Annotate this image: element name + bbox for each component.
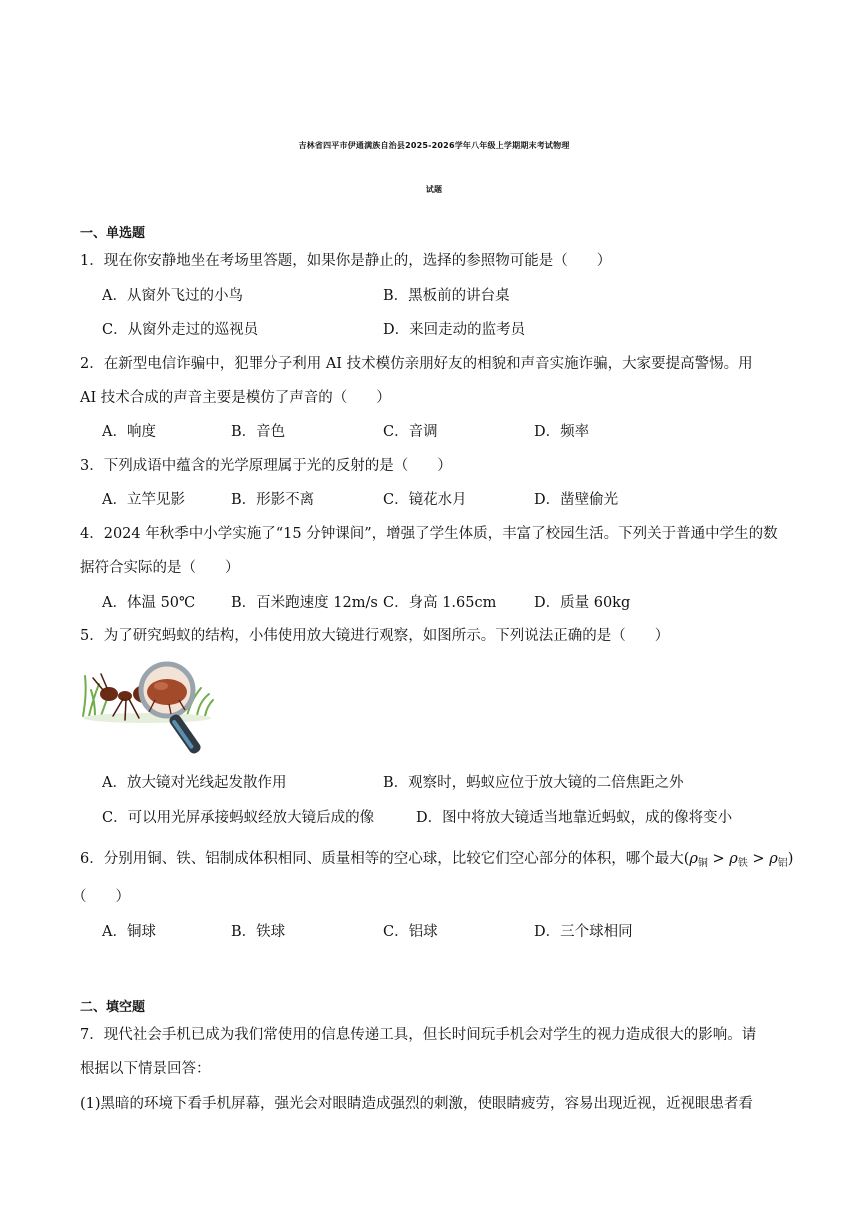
question-3-option-a: A．立竿见影 bbox=[102, 492, 185, 508]
question-5-option-c: C．可以用光屏承接蚂蚁经放大镜后成的像 bbox=[102, 810, 375, 826]
rho-symbol: ρ bbox=[729, 851, 738, 867]
question-5-option-b: B．观察时，蚂蚁应位于放大镜的二倍焦距之外 bbox=[383, 775, 684, 791]
subscript-copper: 铜 bbox=[697, 858, 708, 869]
ant-magnifier-figure bbox=[79, 654, 215, 761]
closing-parenthesis: ) bbox=[787, 851, 794, 867]
question-1-option-b: B．黑板前的讲台桌 bbox=[383, 288, 510, 304]
question-1-option-a: A．从窗外飞过的小鸟 bbox=[102, 288, 243, 304]
question-7-part1: (1)黑暗的环境下看手机屏幕，强光会对眼睛造成强烈的刺激，使眼睛疲劳，容易出现近视，近视眼患者看 bbox=[80, 1096, 754, 1112]
question-4-option-a: A．体温 50℃ bbox=[102, 595, 196, 611]
question-5-option-a: A．放大镜对光线起发散作用 bbox=[102, 775, 287, 791]
exam-title-line2: 试题 bbox=[425, 185, 443, 194]
greater-than-sign: > bbox=[747, 851, 770, 867]
subscript-iron: 铁 bbox=[737, 858, 748, 869]
question-2-option-d: D．频率 bbox=[534, 424, 590, 440]
exam-title-line1: 吉林省四平市伊通满族自治县2025-2026学年八年级上学期期末考试物理 bbox=[298, 141, 570, 150]
question-5-stem: 5．为了研究蚂蚁的结构，小伟使用放大镜进行观察，如图所示。下列说法正确的是（ ） bbox=[80, 628, 670, 644]
rho-symbol: ρ bbox=[689, 851, 698, 867]
question-7-line2: 根据以下情景回答： bbox=[80, 1061, 211, 1077]
question-6-stem-text: 6．分别用铜、铁、铝制成体积相同、质量相等的空心球，比较它们空心部分的体积，哪个最大( bbox=[80, 851, 690, 867]
question-6-stem bbox=[80, 847, 793, 868]
question-6-option-d: D．三个球相同 bbox=[534, 924, 633, 940]
question-4-option-c: C．身高 1.65cm bbox=[383, 595, 497, 611]
question-4-option-d: D．质量 60kg bbox=[534, 595, 631, 611]
question-3-option-d: D．凿壁偷光 bbox=[534, 492, 619, 508]
question-2-option-a: A．响度 bbox=[102, 424, 156, 440]
question-5-option-d: D．图中将放大镜适当地靠近蚂蚁，成的像将变小 bbox=[416, 810, 733, 826]
greater-than-sign: > bbox=[707, 851, 730, 867]
question-1-option-c: C．从窗外走过的巡视员 bbox=[102, 322, 259, 338]
question-1-stem: 1．现在你安静地坐在考场里答题，如果你是静止的，选择的参照物可能是（ ） bbox=[80, 253, 612, 269]
question-3-stem: 3．下列成语中蕴含的光学原理属于光的反射的是（ ） bbox=[80, 458, 452, 474]
question-3-option-c: C．镜花水月 bbox=[383, 492, 467, 508]
question-2-stem-line2: AI 技术合成的声音主要是模仿了声音的（ ） bbox=[80, 390, 391, 406]
question-2-stem-line1: 2．在新型电信诈骗中，犯罪分子利用 AI 技术模仿亲朋好友的相貌和声音实施诈骗，大家要提高警惕。用 bbox=[80, 356, 753, 372]
subscript-aluminum: 铝 bbox=[777, 858, 788, 869]
question-4-stem-line2: 据符合实际的是（ ） bbox=[80, 560, 240, 576]
rho-symbol: ρ bbox=[769, 851, 778, 867]
question-6-answer-blank: （ ） bbox=[72, 889, 130, 905]
question-7-line1: 7．现代社会手机已成为我们常使用的信息传递工具，但长时间玩手机会对学生的视力造成很大的影响。请 bbox=[80, 1027, 757, 1043]
question-6-option-a: A．铜球 bbox=[102, 924, 156, 940]
question-2-option-b: B．音色 bbox=[231, 424, 286, 440]
question-4-stem-line1: 4．2024 年秋季中小学实施了“15 分钟课间”，增强了学生体质，丰富了校园生活。下列关于普通中学生的数 bbox=[80, 526, 778, 542]
section-heading-fill-blank: 二、填空题 bbox=[80, 1000, 146, 1015]
question-2-option-c: C．音调 bbox=[383, 424, 438, 440]
question-4-option-b: B．百米跑速度 12m/s bbox=[231, 595, 378, 611]
question-3-option-b: B．形影不离 bbox=[231, 492, 315, 508]
section-heading-single-choice: 一、单选题 bbox=[80, 226, 146, 241]
question-6-option-c: C．铝球 bbox=[383, 924, 438, 940]
question-1-option-d: D．来回走动的监考员 bbox=[383, 322, 526, 338]
question-6-option-b: B．铁球 bbox=[231, 924, 286, 940]
